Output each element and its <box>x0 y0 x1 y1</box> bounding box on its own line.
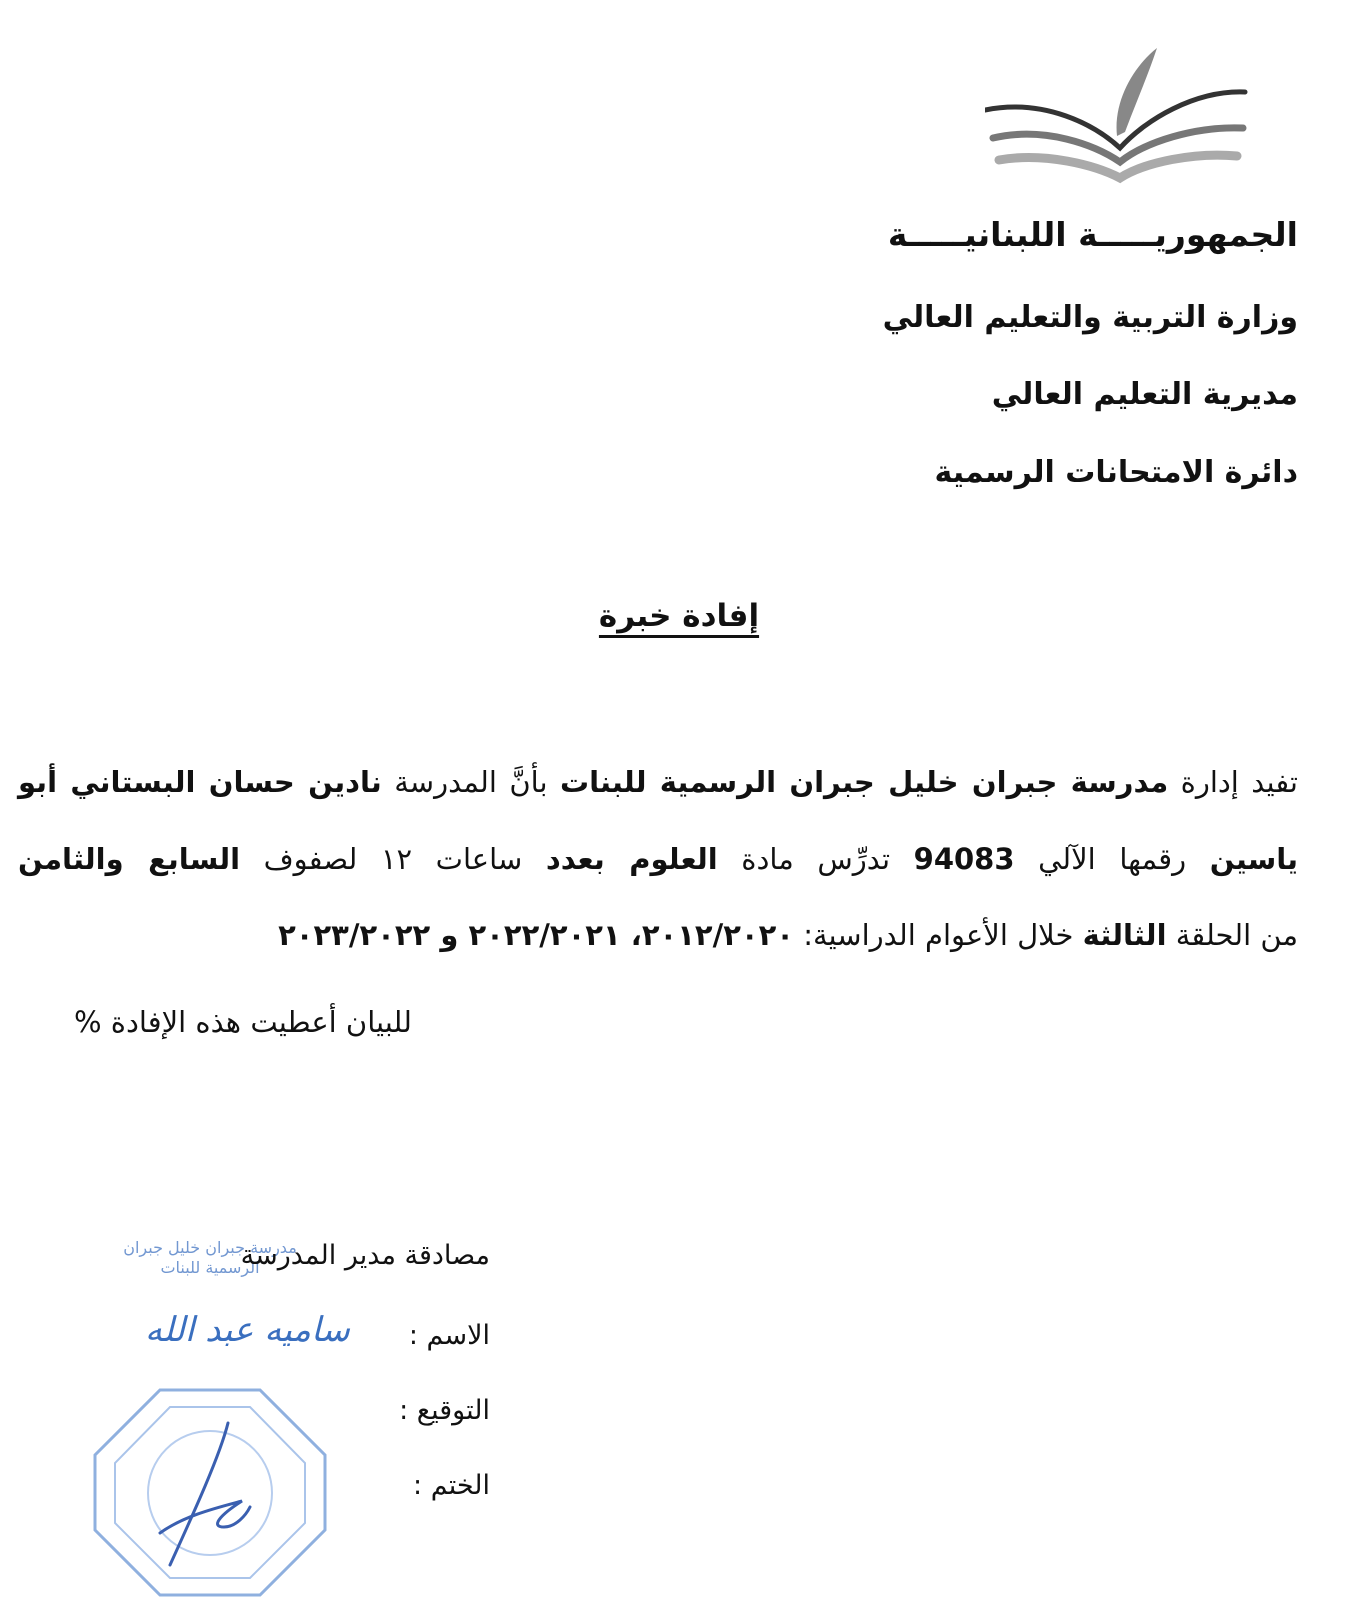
subject: العلوم بعدد <box>545 842 718 876</box>
closing-statement: للبيان أعطيت هذه الإفادة % <box>74 1005 412 1039</box>
school-name: مدرسة جبران خليل جبران الرسمية للبنات <box>560 765 1169 799</box>
header-directorate: مديرية التعليم العالي <box>991 377 1298 412</box>
body-text: تفيد إدارة <box>1180 765 1298 799</box>
body-text: بأنَّ المدرسة <box>394 765 548 799</box>
document-title-text: إفادة خبرة <box>598 598 760 634</box>
stamp-line-2: الرسمية للبنات <box>160 1258 260 1277</box>
approval-label: مصادقة مدير المدرسة <box>240 1240 490 1271</box>
header-republic: الجمهوريـــــة اللبنانيـــــة <box>887 215 1298 254</box>
body-text: خلال الأعوام الدراسية: <box>803 918 1074 952</box>
seal-label: الختم : <box>413 1470 490 1501</box>
header-department: دائرة الامتحانات الرسمية <box>934 455 1298 490</box>
body-line-1 <box>18 765 1298 799</box>
hours: ساعات ١٢ لصفوف <box>263 842 523 876</box>
signature-label: التوقيع : <box>399 1395 490 1426</box>
body-text: من الحلقة <box>1175 918 1298 952</box>
teacher-number: 94083 <box>913 842 1015 876</box>
handwritten-name: ساميه عبد الله <box>145 1310 350 1350</box>
name-label: الاسم : <box>408 1320 490 1351</box>
teacher-name-cont: ياسين <box>1209 842 1298 876</box>
stamp-line-1: مدرسة جبران خليل جبران <box>123 1238 297 1257</box>
academic-years: ٢٠١٢/٢٠٢٠، ٢٠٢٢/٢٠٢١ و ٢٠٢٣/٢٠٢٢ <box>278 918 795 952</box>
body-line-2 <box>18 842 1298 876</box>
ministry-logo <box>985 40 1265 200</box>
signature <box>150 1415 260 1575</box>
body-text: رقمها الآلي <box>1038 842 1187 876</box>
header-ministry: وزارة التربية والتعليم العالي <box>882 300 1298 335</box>
body-line-3 <box>18 918 1298 952</box>
grades: السابع والثامن <box>18 842 241 876</box>
document-title <box>0 598 1358 634</box>
cycle: الثالثة <box>1082 918 1167 952</box>
body-text: تدرِّس مادة <box>741 842 891 876</box>
teacher-name: نادين حسان البستاني أبو <box>18 765 382 799</box>
